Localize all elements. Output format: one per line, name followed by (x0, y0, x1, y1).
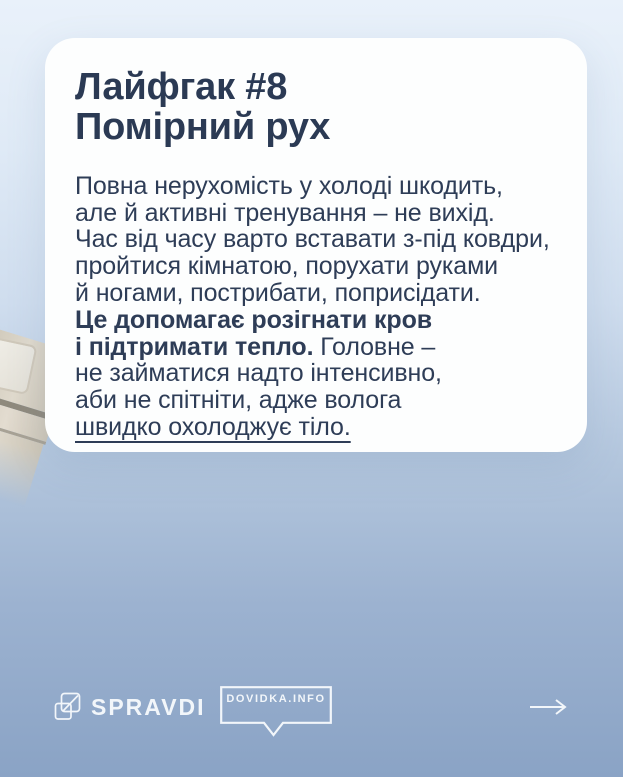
body-line-mixed (75, 334, 557, 361)
spravdi-wordmark: SPRAVDI (91, 693, 206, 720)
body-line-bold: Це допомагає розігнати кров (75, 305, 433, 334)
body-line: пройтися кімнатою, порухати руками (75, 252, 499, 281)
body-line: Повна нерухомість у холоді шкодить, (75, 171, 503, 200)
body-line: аби не спітніти, адже волога (75, 386, 402, 415)
card-body-text (75, 173, 557, 441)
card-title-line1: Лайфгак #8 (75, 66, 288, 108)
spravdi-logo (53, 691, 206, 723)
body-line: Час від часу варто вставати з-під ковдри, (75, 225, 550, 254)
footer (0, 682, 623, 777)
body-line-underlined: швидко охолоджує тіло. (75, 412, 351, 441)
body-line: й ногами, пострибати, поприсідати. (75, 278, 481, 307)
body-line: але й активні тренування – не вихід. (75, 198, 495, 227)
body-bold-segment: і підтримати тепло. (75, 332, 314, 361)
body-line: не займатися надто інтенсивно, (75, 359, 442, 388)
lifehack-card (45, 38, 587, 452)
next-arrow-icon[interactable] (528, 698, 568, 716)
card-title (75, 68, 557, 148)
spravdi-shields-icon (53, 692, 82, 723)
card-title-line2: Помірний рух (75, 105, 331, 148)
dovidka-label: DOVIDKA.INFO (226, 693, 326, 705)
dovidka-info-badge (220, 686, 332, 740)
body-regular-segment: Головне – (320, 332, 436, 361)
